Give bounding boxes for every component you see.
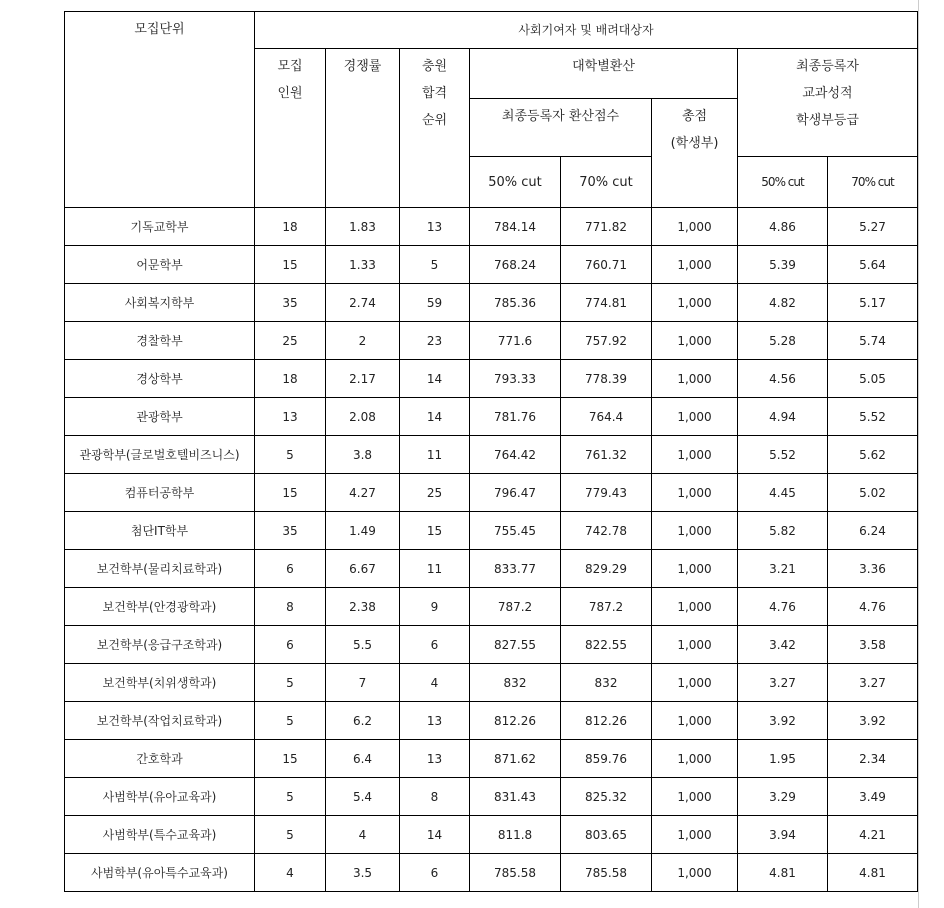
cell-rank: 25	[400, 474, 470, 512]
cell-score-70: 757.92	[561, 322, 652, 360]
cell-total: 1,000	[652, 322, 738, 360]
cell-total: 1,000	[652, 588, 738, 626]
cell-unit-name: 기독교학부	[65, 208, 255, 246]
cell-rank: 14	[400, 398, 470, 436]
cell-ratio: 2.38	[326, 588, 400, 626]
cell-total: 1,000	[652, 246, 738, 284]
table-row	[65, 284, 918, 322]
table-row	[65, 322, 918, 360]
cell-grade-70: 5.05	[828, 360, 918, 398]
cell-ratio: 2.17	[326, 360, 400, 398]
cell-grade-70: 3.58	[828, 626, 918, 664]
cell-score-50: 784.14	[470, 208, 561, 246]
cell-grade-70: 4.81	[828, 854, 918, 892]
table-row	[65, 702, 918, 740]
cell-rank: 59	[400, 284, 470, 322]
cell-score-70: 829.29	[561, 550, 652, 588]
cell-unit-name: 보건학부(치위생학과)	[65, 664, 255, 702]
cell-grade-50: 1.95	[738, 740, 828, 778]
table-row	[65, 208, 918, 246]
header-grade-cut50: 50% cut	[738, 157, 828, 208]
cell-grade-70: 5.74	[828, 322, 918, 360]
cell-score-70: 812.26	[561, 702, 652, 740]
cell-grade-70: 5.17	[828, 284, 918, 322]
cell-grade-50: 5.52	[738, 436, 828, 474]
cell-ratio: 6.4	[326, 740, 400, 778]
cell-grade-70: 5.64	[828, 246, 918, 284]
cell-quota: 15	[255, 246, 326, 284]
header-rank: 충원 합격 순위	[400, 49, 470, 208]
table-row	[65, 854, 918, 892]
table-row	[65, 740, 918, 778]
cell-ratio: 1.33	[326, 246, 400, 284]
header-unit: 모집단위	[65, 12, 255, 208]
cell-total: 1,000	[652, 664, 738, 702]
header-cut50: 50% cut	[470, 157, 561, 208]
cell-score-70: 787.2	[561, 588, 652, 626]
cell-unit-name: 보건학부(응급구조학과)	[65, 626, 255, 664]
cell-grade-50: 3.94	[738, 816, 828, 854]
table-row	[65, 778, 918, 816]
cell-score-70: 859.76	[561, 740, 652, 778]
cell-rank: 5	[400, 246, 470, 284]
table-row	[65, 664, 918, 702]
cell-score-50: 755.45	[470, 512, 561, 550]
cell-grade-70: 5.02	[828, 474, 918, 512]
cell-total: 1,000	[652, 702, 738, 740]
cell-unit-name: 어문학부	[65, 246, 255, 284]
cell-score-70: 774.81	[561, 284, 652, 322]
cell-rank: 13	[400, 740, 470, 778]
cell-grade-50: 5.28	[738, 322, 828, 360]
cell-ratio: 4	[326, 816, 400, 854]
cell-quota: 25	[255, 322, 326, 360]
cell-quota: 6	[255, 626, 326, 664]
cell-grade-50: 3.21	[738, 550, 828, 588]
cell-unit-name: 컴퓨터공학부	[65, 474, 255, 512]
cell-score-50: 781.76	[470, 398, 561, 436]
cell-total: 1,000	[652, 208, 738, 246]
cell-unit-name: 보건학부(안경광학과)	[65, 588, 255, 626]
cell-ratio: 3.8	[326, 436, 400, 474]
cell-grade-50: 4.81	[738, 854, 828, 892]
cell-unit-name: 사범학부(유아특수교육과)	[65, 854, 255, 892]
cell-total: 1,000	[652, 550, 738, 588]
table-row	[65, 588, 918, 626]
cell-grade-50: 5.82	[738, 512, 828, 550]
admission-results-table	[64, 11, 918, 892]
cell-grade-70: 3.92	[828, 702, 918, 740]
cell-unit-name: 경상학부	[65, 360, 255, 398]
cell-score-70: 832	[561, 664, 652, 702]
header-total: 총점 (학생부)	[652, 99, 738, 208]
cell-score-50: 831.43	[470, 778, 561, 816]
cell-ratio: 3.5	[326, 854, 400, 892]
cell-unit-name: 보건학부(물리치료학과)	[65, 550, 255, 588]
cell-grade-50: 4.94	[738, 398, 828, 436]
cell-rank: 13	[400, 702, 470, 740]
cell-quota: 5	[255, 436, 326, 474]
cell-score-50: 832	[470, 664, 561, 702]
cell-score-50: 764.42	[470, 436, 561, 474]
cell-grade-70: 5.52	[828, 398, 918, 436]
table-row	[65, 816, 918, 854]
cell-total: 1,000	[652, 512, 738, 550]
cell-rank: 4	[400, 664, 470, 702]
cell-quota: 18	[255, 208, 326, 246]
cell-score-70: 785.58	[561, 854, 652, 892]
cell-total: 1,000	[652, 626, 738, 664]
cell-quota: 8	[255, 588, 326, 626]
cell-ratio: 7	[326, 664, 400, 702]
cell-unit-name: 사회복지학부	[65, 284, 255, 322]
cell-score-50: 771.6	[470, 322, 561, 360]
cell-quota: 5	[255, 702, 326, 740]
cell-score-70: 778.39	[561, 360, 652, 398]
cell-ratio: 6.2	[326, 702, 400, 740]
cell-total: 1,000	[652, 474, 738, 512]
cell-score-70: 760.71	[561, 246, 652, 284]
cell-grade-50: 4.76	[738, 588, 828, 626]
cell-rank: 13	[400, 208, 470, 246]
cell-rank: 14	[400, 816, 470, 854]
cell-unit-name: 사범학부(유아교육과)	[65, 778, 255, 816]
cell-ratio: 6.67	[326, 550, 400, 588]
cell-quota: 15	[255, 740, 326, 778]
cell-grade-70: 3.49	[828, 778, 918, 816]
cell-total: 1,000	[652, 740, 738, 778]
cell-rank: 8	[400, 778, 470, 816]
cell-total: 1,000	[652, 816, 738, 854]
cell-quota: 5	[255, 816, 326, 854]
cell-ratio: 1.83	[326, 208, 400, 246]
cell-score-50: 833.77	[470, 550, 561, 588]
cell-grade-70: 2.34	[828, 740, 918, 778]
cell-rank: 11	[400, 550, 470, 588]
cell-total: 1,000	[652, 360, 738, 398]
cell-ratio: 4.27	[326, 474, 400, 512]
cell-grade-70: 6.24	[828, 512, 918, 550]
cell-score-50: 871.62	[470, 740, 561, 778]
cell-grade-50: 5.39	[738, 246, 828, 284]
cell-grade-70: 5.62	[828, 436, 918, 474]
right-border-line	[918, 0, 919, 908]
header-conversion: 대학별환산	[470, 49, 738, 99]
table-row	[65, 550, 918, 588]
header-group: 사회기여자 및 배려대상자	[255, 12, 918, 49]
cell-unit-name: 사범학부(특수교육과)	[65, 816, 255, 854]
cell-score-70: 764.4	[561, 398, 652, 436]
cell-ratio: 5.5	[326, 626, 400, 664]
cell-score-70: 779.43	[561, 474, 652, 512]
cell-rank: 6	[400, 626, 470, 664]
cell-score-70: 761.32	[561, 436, 652, 474]
cell-total: 1,000	[652, 854, 738, 892]
header-final-score: 최종등록자 환산점수	[470, 99, 652, 157]
cell-unit-name: 관광학부(글로벌호텔비즈니스)	[65, 436, 255, 474]
cell-rank: 6	[400, 854, 470, 892]
cell-quota: 35	[255, 512, 326, 550]
cell-score-50: 785.58	[470, 854, 561, 892]
cell-score-70: 822.55	[561, 626, 652, 664]
cell-rank: 15	[400, 512, 470, 550]
cell-grade-50: 4.82	[738, 284, 828, 322]
cell-quota: 13	[255, 398, 326, 436]
cell-grade-70: 3.36	[828, 550, 918, 588]
cell-score-50: 827.55	[470, 626, 561, 664]
cell-ratio: 2.08	[326, 398, 400, 436]
cell-quota: 35	[255, 284, 326, 322]
header-ratio: 경쟁률	[326, 49, 400, 208]
cell-grade-50: 4.45	[738, 474, 828, 512]
cell-ratio: 5.4	[326, 778, 400, 816]
cell-total: 1,000	[652, 778, 738, 816]
cell-unit-name: 경찰학부	[65, 322, 255, 360]
cell-quota: 6	[255, 550, 326, 588]
cell-grade-50: 4.56	[738, 360, 828, 398]
table-row	[65, 512, 918, 550]
cell-score-50: 768.24	[470, 246, 561, 284]
cell-total: 1,000	[652, 398, 738, 436]
cell-ratio: 2	[326, 322, 400, 360]
cell-score-70: 825.32	[561, 778, 652, 816]
cell-score-50: 787.2	[470, 588, 561, 626]
header-cut70: 70% cut	[561, 157, 652, 208]
cell-rank: 11	[400, 436, 470, 474]
table-row	[65, 246, 918, 284]
cell-grade-50: 3.29	[738, 778, 828, 816]
cell-unit-name: 첨단IT학부	[65, 512, 255, 550]
cell-quota: 15	[255, 474, 326, 512]
cell-score-70: 742.78	[561, 512, 652, 550]
cell-rank: 9	[400, 588, 470, 626]
table-row	[65, 626, 918, 664]
cell-score-70: 803.65	[561, 816, 652, 854]
cell-score-50: 785.36	[470, 284, 561, 322]
cell-total: 1,000	[652, 436, 738, 474]
cell-ratio: 2.74	[326, 284, 400, 322]
cell-quota: 18	[255, 360, 326, 398]
header-quota: 모집 인원	[255, 49, 326, 208]
cell-grade-70: 4.76	[828, 588, 918, 626]
header-grade-cut70: 70% cut	[828, 157, 918, 208]
cell-quota: 5	[255, 664, 326, 702]
table-row	[65, 360, 918, 398]
cell-grade-70: 4.21	[828, 816, 918, 854]
header-grade: 최종등록자 교과성적 학생부등급	[738, 49, 918, 157]
cell-grade-70: 5.27	[828, 208, 918, 246]
cell-quota: 5	[255, 778, 326, 816]
cell-score-50: 812.26	[470, 702, 561, 740]
cell-score-50: 796.47	[470, 474, 561, 512]
cell-total: 1,000	[652, 284, 738, 322]
cell-unit-name: 관광학부	[65, 398, 255, 436]
cell-ratio: 1.49	[326, 512, 400, 550]
cell-grade-50: 3.27	[738, 664, 828, 702]
cell-quota: 4	[255, 854, 326, 892]
cell-unit-name: 간호학과	[65, 740, 255, 778]
cell-grade-70: 3.27	[828, 664, 918, 702]
table-row	[65, 436, 918, 474]
cell-rank: 14	[400, 360, 470, 398]
cell-grade-50: 3.92	[738, 702, 828, 740]
cell-score-50: 811.8	[470, 816, 561, 854]
cell-unit-name: 보건학부(작업치료학과)	[65, 702, 255, 740]
cell-rank: 23	[400, 322, 470, 360]
cell-grade-50: 3.42	[738, 626, 828, 664]
cell-score-50: 793.33	[470, 360, 561, 398]
table-row	[65, 398, 918, 436]
cell-grade-50: 4.86	[738, 208, 828, 246]
table-row	[65, 474, 918, 512]
cell-score-70: 771.82	[561, 208, 652, 246]
